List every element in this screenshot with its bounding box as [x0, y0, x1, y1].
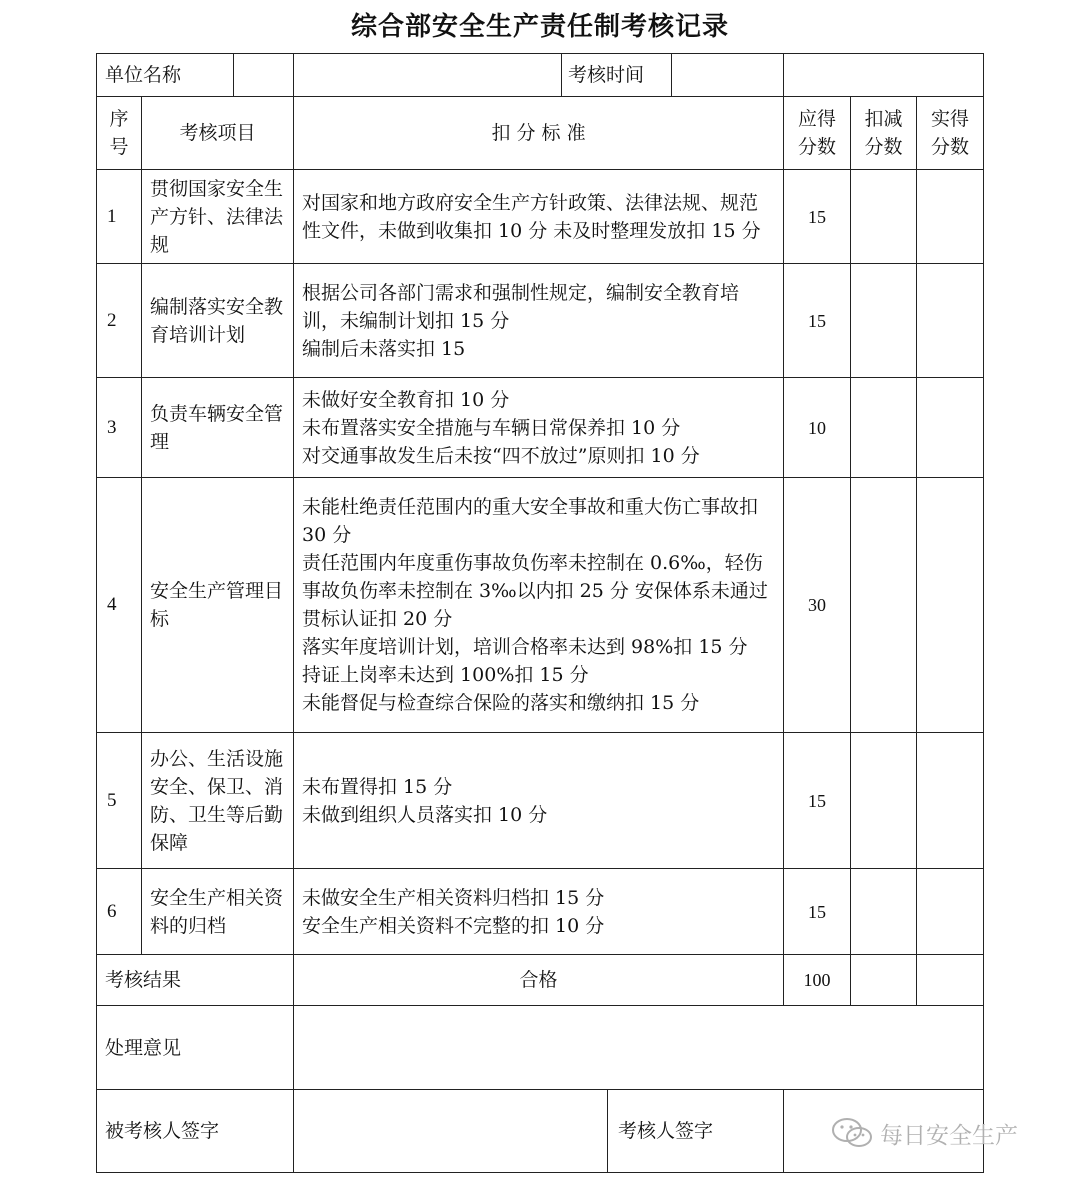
row-item: 办公、生活设施安全、保卫、消防、卫生等后勤保障: [142, 733, 294, 869]
watermark: [830, 1116, 1018, 1150]
row-standard: [294, 478, 784, 733]
row-due-score: 10: [784, 378, 851, 478]
row-seq: 5: [97, 733, 142, 869]
standard-line: 对国家和地方政府安全生产方针政策、法律法规、规范性文件，未做到收集扣 10 分 未及时整理发放扣 15 分: [302, 191, 761, 242]
standard-line: 编制后未落实扣 15: [302, 337, 466, 360]
standard-line: 责任范围内年度重伤事故负伤率未控制在 0.6‰，轻伤事故负伤率未控制在 3‰以内扣 25 分 安保体系未通过贯标认证扣 20 分: [302, 552, 768, 630]
table-row: [97, 170, 984, 264]
opinion-label: 处理意见: [97, 1006, 294, 1090]
table-row: [97, 378, 984, 478]
result-value: 合格: [294, 955, 784, 1006]
row-item: 安全生产管理目标: [142, 478, 294, 733]
row-seq: 2: [97, 264, 142, 378]
col-item: 考核项目: [142, 97, 294, 170]
row-actual-score: [917, 264, 984, 378]
row-actual-score: [917, 478, 984, 733]
standard-line: 未布置得扣 15 分: [302, 775, 453, 798]
row-deduct-score: [851, 264, 917, 378]
result-deduct: [851, 955, 917, 1006]
row-item: 负责车辆安全管理: [142, 378, 294, 478]
row-deduct-score: [851, 478, 917, 733]
table-row: [97, 733, 984, 869]
row-actual-score: [917, 170, 984, 264]
table-row: [97, 478, 984, 733]
standard-line: 对交通事故发生后未按“四不放过”原则扣 10 分: [302, 444, 700, 467]
row-deduct-score: [851, 170, 917, 264]
row-deduct-score: [851, 733, 917, 869]
signature-cell: [294, 1090, 784, 1173]
opinion-value: [294, 1006, 984, 1090]
standard-line: 未做到组织人员落实扣 10 分: [302, 803, 548, 826]
result-label: 考核结果: [97, 955, 294, 1006]
result-total: 100: [784, 955, 851, 1006]
examiner-signature-label: 考核人签字: [618, 1120, 714, 1142]
opinion-row: [97, 1006, 984, 1090]
row-seq: 3: [97, 378, 142, 478]
row-due-score: 15: [784, 869, 851, 955]
result-actual: [917, 955, 984, 1006]
assessment-time-value: [784, 54, 984, 97]
row-standard: [294, 170, 784, 264]
time-label-cell: [294, 54, 784, 97]
assessment-table: [96, 53, 984, 1173]
column-header-row: [97, 97, 984, 170]
standard-line: 未布置落实安全措施与车辆日常保养扣 10 分: [302, 416, 681, 439]
cell-divider: [233, 54, 234, 97]
cell-divider: [561, 53, 562, 96]
standard-line: 持证上岗率未达到 100%扣 15 分: [302, 664, 589, 686]
row-actual-score: [917, 869, 984, 955]
header-row: [97, 54, 984, 97]
col-actual-score: 实得分数: [917, 97, 984, 170]
col-seq: 序号: [97, 97, 142, 170]
row-item: 安全生产相关资料的归档: [142, 869, 294, 955]
document-title: 综合部安全生产责任制考核记录: [350, 12, 729, 42]
row-standard: [294, 869, 784, 955]
row-standard: [294, 264, 784, 378]
standard-line: 根据公司各部门需求和强制性规定，编制安全教育培训，未编制计划扣 15 分: [302, 281, 740, 332]
row-deduct-score: [851, 869, 917, 955]
standard-line: 未做安全生产相关资料归档扣 15 分: [302, 886, 605, 909]
row-due-score: 15: [784, 733, 851, 869]
table-row: [97, 869, 984, 955]
standard-line: 未做好安全教育扣 10 分: [302, 388, 510, 411]
standard-line: 未能督促与检查综合保险的落实和缴纳扣 15 分: [302, 692, 700, 714]
row-actual-score: [917, 733, 984, 869]
row-seq: 1: [97, 170, 142, 264]
row-standard: [294, 733, 784, 869]
row-deduct-score: [851, 378, 917, 478]
row-actual-score: [917, 378, 984, 478]
col-deduct-score: 扣减分数: [851, 97, 917, 170]
standard-line: 安全生产相关资料不完整的扣 10 分: [302, 914, 605, 937]
row-due-score: 15: [784, 170, 851, 264]
watermark-text: 每日安全生产: [880, 1122, 1018, 1149]
row-seq: 6: [97, 869, 142, 955]
table-row: [97, 264, 984, 378]
row-item: 编制落实安全教育培训计划: [142, 264, 294, 378]
row-standard: [294, 378, 784, 478]
row-item: 贯彻国家安全生产方针、法律法规: [142, 170, 294, 264]
row-seq: 4: [97, 478, 142, 733]
col-due-score: 应得分数: [784, 97, 851, 170]
standard-line: 落实年度培训计划，培训合格率未达到 98%扣 15 分: [302, 636, 748, 658]
unit-name-label: 单位名称: [97, 54, 294, 97]
col-standard: 扣 分 标 准: [294, 97, 784, 170]
wechat-icon: [830, 1116, 874, 1150]
cell-divider: [671, 53, 672, 96]
row-due-score: 15: [784, 264, 851, 378]
examinee-signature-label: 被考核人签字: [97, 1090, 294, 1173]
standard-line: 未能杜绝责任范围内的重大安全事故和重大伤亡事故扣 30 分: [302, 496, 759, 546]
row-due-score: 30: [784, 478, 851, 733]
cell-divider: [607, 1089, 608, 1173]
result-row: [97, 955, 984, 1006]
assessment-time-label: 考核时间: [568, 64, 645, 86]
